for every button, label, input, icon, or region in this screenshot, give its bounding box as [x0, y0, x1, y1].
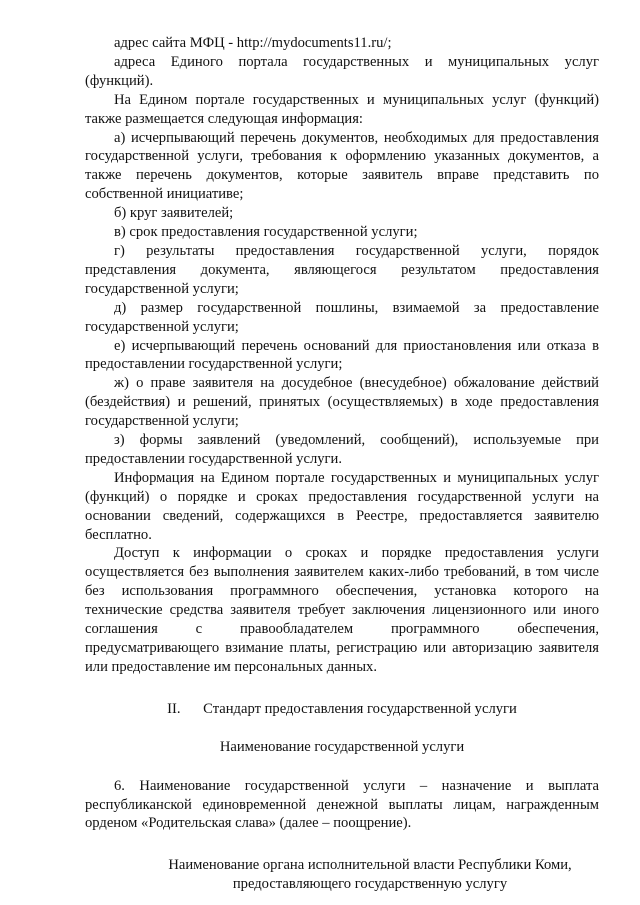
subheading-organization-line1: Наименование органа исполнительной власти Республики Коми, — [168, 857, 572, 874]
document-page — [85, 34, 599, 894]
paragraph-access: Доступ к информации о сроках и порядке предоставления услуги осуществляется без выполнения заявителем каких-либо требований, в том числе без использования программного обеспечения, установка которого на технические средства заявителя требует заключения лицензионного или иного соглашения с правообладателем программного обеспечения, предусматривающего взимание платы, регистрацию или авторизацию заявителя или предоставление им персональных данных. — [85, 545, 599, 675]
paragraph-mfc-site: адрес сайта МФЦ - http://mydocuments11.ru/; — [114, 35, 392, 51]
list-item-g: г) результаты предоставления государственной услуги, порядок представления документа, являющегося результатом предоставления государственной услуги; — [85, 242, 599, 297]
paragraph-free-info: Информация на Едином портале государственных и муниципальных услуг (функций) о порядке и сроках предоставления государственной услуги на основании сведений, содержащихся в Реестре, предоставляется заявителю бесплатно. — [85, 469, 599, 543]
list-item-d: д) размер государственной пошлины, взимаемой за предоставление государственной услуги; — [85, 299, 599, 335]
section-title: Стандарт предоставления государственной услуги — [203, 700, 517, 717]
paragraph-item-6: 6. Наименование государственной услуги – назначение и выплата республиканской единовременной денежной выплаты лицам, награжденным орденом «Родительская слава» (далее – поощрение). — [85, 777, 599, 832]
paragraph-portal-addresses: адреса Единого портала государственных и муниципальных услуг (функций). — [85, 53, 599, 89]
list-item-zh: ж) о праве заявителя на досудебное (внесудебное) обжалование действий (бездействия) и решений, принятых (осуществляемых) в ходе предоставления государственной услуги; — [85, 375, 599, 430]
subheading-organization — [85, 856, 599, 894]
subheading-organization-line2: предоставляющего государственную услугу — [232, 876, 508, 893]
paragraph-portal-info-intro: На Едином портале государственных и муниципальных услуг (функций) также размещается следующая информация: — [85, 91, 599, 127]
subheading-service-name: Наименование государственной услуги — [219, 738, 465, 755]
section-heading — [85, 700, 599, 719]
list-item-b: б) круг заявителей; — [114, 205, 234, 222]
section-number: II. — [167, 700, 181, 717]
list-item-a: а) исчерпывающий перечень документов, необходимых для предоставления государственной услуги, требования к оформлению указанных документов, а также перечень документов, которые заявитель вправе представить по собственной инициативе; — [85, 129, 599, 203]
list-item-z: з) формы заявлений (уведомлений, сообщений), используемые при предоставлении государственной услуги. — [85, 432, 599, 467]
list-item-e: е) исчерпывающий перечень оснований для приостановления или отказа в предоставлении государственной услуги; — [85, 337, 599, 373]
list-item-v: в) срок предоставления государственной услуги; — [114, 224, 418, 241]
